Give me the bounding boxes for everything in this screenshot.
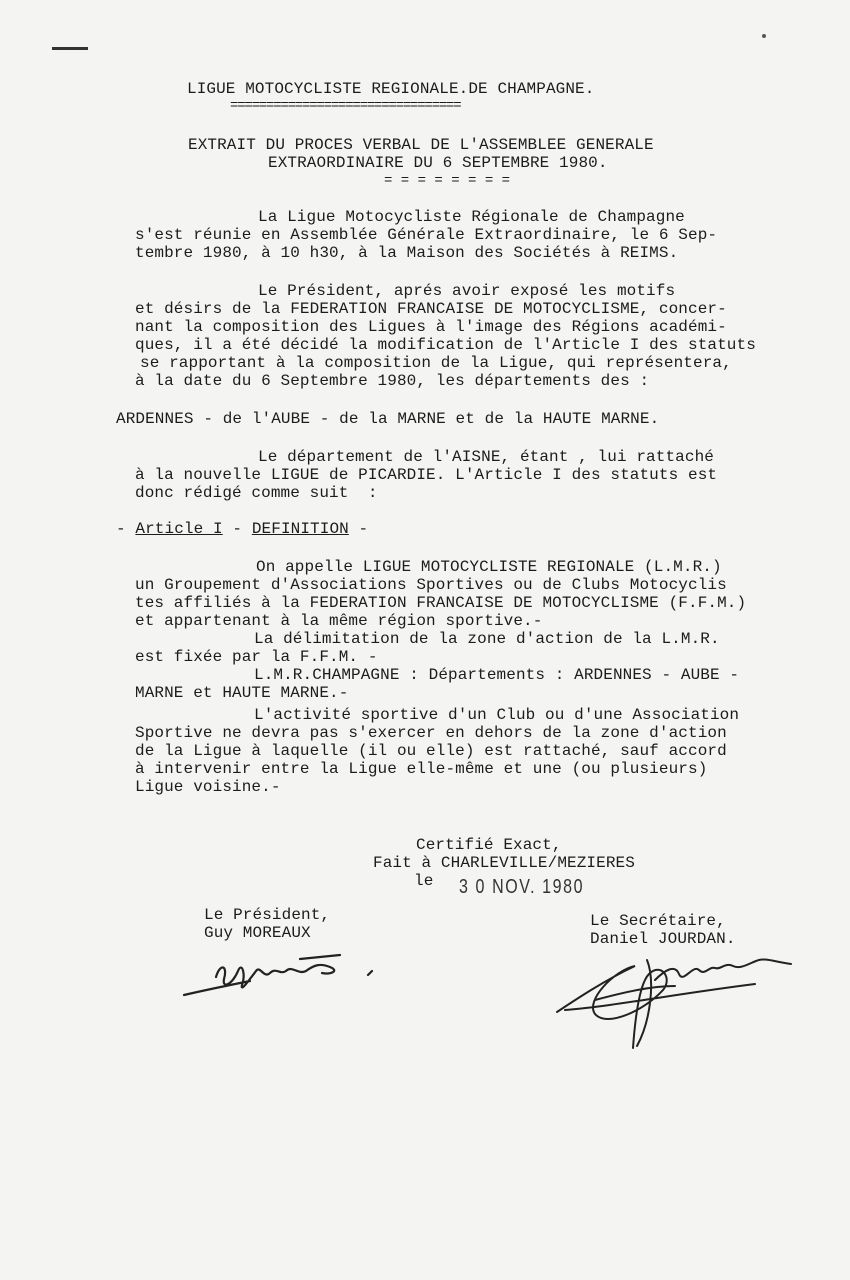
p4-line-1: Le département de l'AISNE, étant , lui rattaché bbox=[258, 448, 714, 466]
p1-line-2: s'est réunie en Assemblée Générale Extraordinaire, le 6 Sep- bbox=[135, 226, 718, 244]
heading-suffix: - bbox=[348, 520, 369, 538]
p2-line-2: et désirs de la FEDERATION FRANCAISE DE MOTOCYCLISME, concer- bbox=[135, 300, 727, 318]
secretary-name: Daniel JOURDAN. bbox=[590, 930, 736, 948]
article-line-2: un Groupement d'Associations Sportives ou de Clubs Motocyclis bbox=[135, 576, 727, 594]
heading-prefix: - bbox=[116, 520, 136, 538]
president-title: Le Président, bbox=[204, 906, 331, 924]
made-at: Fait à CHARLEVILLE/MEZIERES bbox=[373, 854, 635, 872]
article-line-1: On appelle LIGUE MOTOCYCLISTE REGIONALE (L.M.R.) bbox=[256, 558, 722, 576]
heading-definition: DEFINITION bbox=[251, 520, 349, 538]
document-title: LIGUE MOTOCYCLISTE REGIONALE.DE CHAMPAGNE. bbox=[187, 80, 595, 98]
subtitle-line-2: EXTRAORDINAIRE DU 6 SEPTEMBRE 1980. bbox=[268, 154, 608, 172]
article-line-4: et appartenant à la même région sportive.- bbox=[135, 612, 543, 630]
departments-line: ARDENNES - de l'AUBE - de la MARNE et de la HAUTE MARNE. bbox=[116, 410, 660, 428]
heading-article: Article I bbox=[135, 520, 223, 538]
article-line-10: Sportive ne devra pas s'exercer en dehors de la zone d'action bbox=[135, 724, 727, 742]
article-line-7: L.M.R.CHAMPAGNE : Départements : ARDENNES - AUBE - bbox=[254, 666, 740, 684]
p2-line-3: nant la composition des Ligues à l'image des Régions académi- bbox=[135, 318, 727, 336]
le-label: le bbox=[414, 872, 434, 890]
date-stamp: 3 0 NOV. 1980 bbox=[459, 876, 585, 898]
p1-line-1: La Ligue Motocycliste Régionale de Champagne bbox=[258, 208, 685, 226]
article-heading bbox=[116, 520, 368, 538]
article-line-6: est fixée par la F.F.M. - bbox=[135, 648, 378, 666]
p2-line-5: se rapportant à la composition de la Ligue, qui représentera, bbox=[140, 354, 732, 372]
article-line-5: La délimitation de la zone d'action de la L.M.R. bbox=[254, 630, 720, 648]
p2-line-1: Le Président, aprés avoir exposé les motifs bbox=[258, 282, 676, 300]
article-line-9: L'activité sportive d'un Club ou d'une Association bbox=[254, 706, 740, 724]
article-line-13: Ligue voisine.- bbox=[135, 778, 281, 796]
heading-sep: - bbox=[222, 520, 252, 538]
article-line-11: de la Ligue à laquelle (il ou elle) est rattaché, sauf accord bbox=[135, 742, 727, 760]
article-line-12: à intervenir entre la Ligue elle-même et une (ou plusieurs) bbox=[135, 760, 708, 778]
p4-line-3: donc rédigé comme suit : bbox=[135, 484, 378, 502]
president-name: Guy MOREAUX bbox=[204, 924, 311, 942]
article-line-3: tes affiliés à la FEDERATION FRANCAISE DE MOTOCYCLISME (F.F.M.) bbox=[135, 594, 747, 612]
president-signature bbox=[180, 945, 380, 1005]
secretary-signature bbox=[555, 940, 795, 1055]
p2-line-6: à la date du 6 Septembre 1980, les départements des : bbox=[135, 372, 650, 390]
p2-line-4: ques, il a été décidé la modification de l'Article I des statuts bbox=[135, 336, 756, 354]
certified-exact: Certifié Exact, bbox=[416, 836, 562, 854]
p1-line-3: tembre 1980, à 10 h30, à la Maison des Sociétés à REIMS. bbox=[135, 244, 679, 262]
title-rule: ================================ bbox=[230, 98, 461, 114]
subtitle-rule: = = = = = = = = bbox=[384, 173, 511, 189]
article-line-8: MARNE et HAUTE MARNE.- bbox=[135, 684, 349, 702]
paper-speck bbox=[762, 34, 766, 38]
p4-line-2: à la nouvelle LIGUE de PICARDIE. L'Article I des statuts est bbox=[135, 466, 718, 484]
punch-mark bbox=[52, 47, 88, 50]
secretary-title: Le Secrétaire, bbox=[590, 912, 726, 930]
subtitle-line-1: EXTRAIT DU PROCES VERBAL DE L'ASSEMBLEE GENERALE bbox=[188, 136, 654, 154]
